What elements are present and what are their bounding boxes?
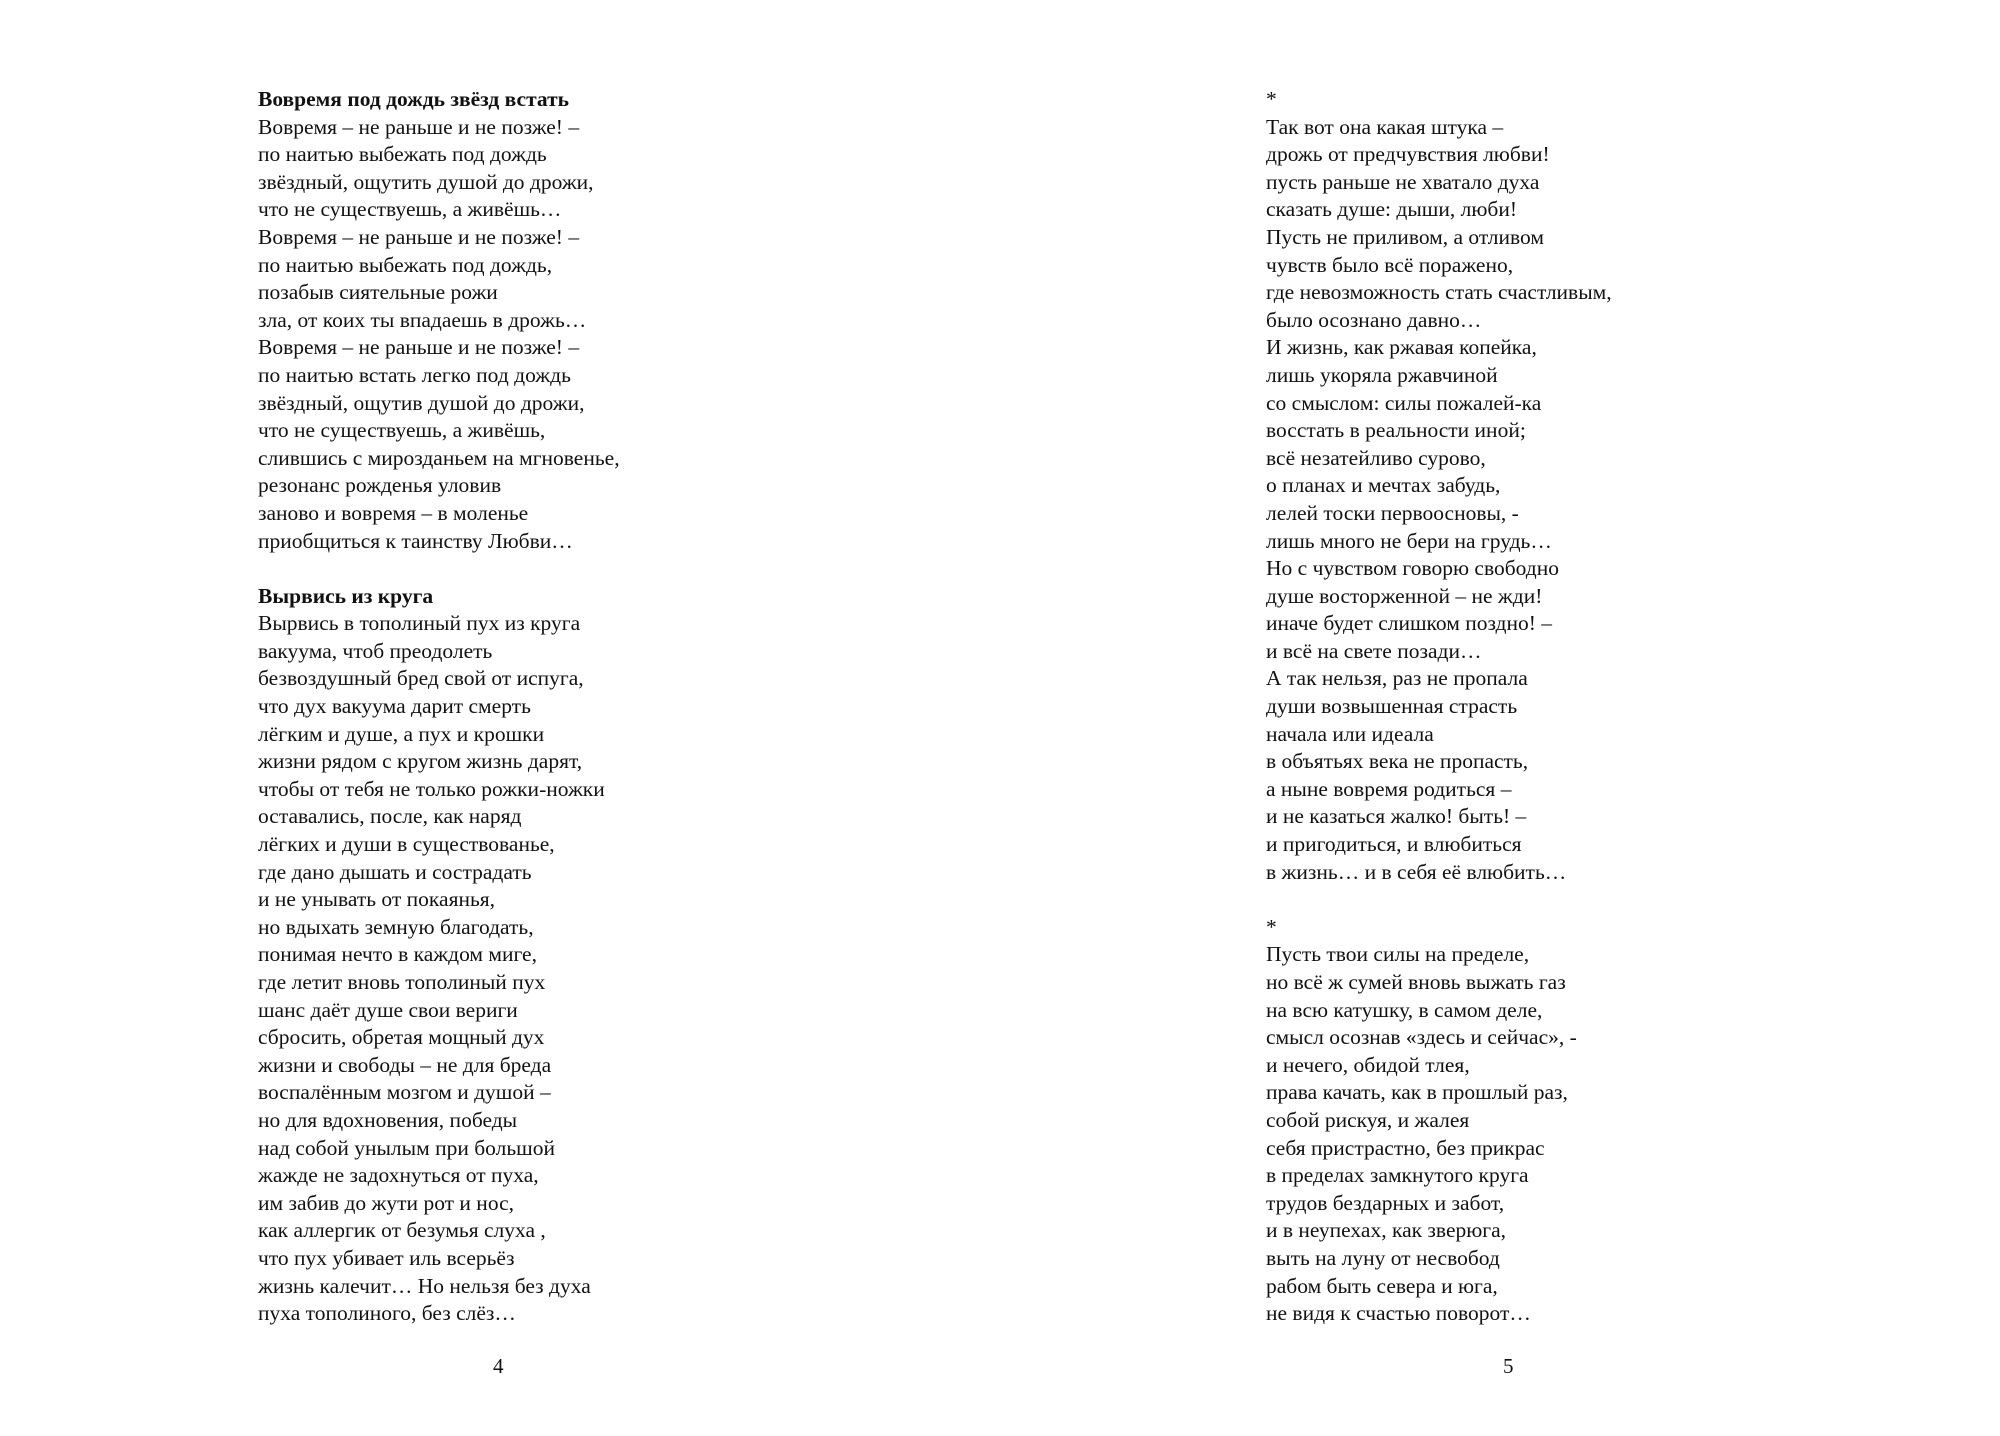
poem-line: жизни и свободы – не для бреда: [258, 1052, 552, 1077]
poem-line: как аллергик от безумья слуха ,: [258, 1218, 546, 1243]
poem-line: в объятьях века не пропасть,: [1266, 749, 1529, 774]
poem-line: слившись с мирозданьем на мгновенье,: [258, 445, 620, 470]
poem-line: лелей тоски первоосновы, -: [1266, 500, 1519, 525]
poem-line: чувств было всё поражено,: [1266, 252, 1514, 277]
poem-line: по наитью выбежать под дождь: [258, 142, 547, 167]
poem-line: о планах и мечтах забудь,: [1266, 473, 1501, 498]
poem-line: Пусть твои силы на пределе,: [1266, 942, 1530, 967]
poem-line: что не существуешь, а живёшь,: [258, 418, 546, 443]
poem-line: над собой унылым при большой: [258, 1135, 555, 1160]
poem-line: сказать душе: дыши, люби!: [1266, 197, 1517, 222]
poem-line: и не унывать от покаянья,: [258, 887, 496, 912]
poem-title: Вовремя под дождь звёзд встать: [258, 87, 570, 111]
poem-line: и не казаться жалко! быть! –: [1266, 804, 1527, 829]
poem-line: но всё ж сумей вновь выжать газ: [1266, 970, 1566, 994]
poem-line: жизни рядом с кругом жизнь дарят,: [258, 749, 583, 774]
poem-asterisk: *: [1266, 87, 1277, 111]
poem-title: Вырвись из круга: [258, 583, 434, 608]
poem-line: понимая нечто в каждом миге,: [258, 942, 537, 967]
poem-line: со смыслом: силы пожалей-ка: [1266, 390, 1542, 415]
left-page-text: [258, 86, 620, 1328]
poem-line: сбросить, обретая мощный дух: [258, 1025, 545, 1050]
page-number: 4: [493, 1354, 504, 1378]
poem-line: права качать, как в прошлый раз,: [1266, 1080, 1568, 1105]
poem-line: оставались, после, как наряд: [258, 804, 522, 829]
poem-line: трудов бездарных и забот,: [1266, 1190, 1505, 1215]
right-page: [1000, 0, 2000, 1436]
right-page-text: [1266, 86, 1612, 1328]
poem-line: души возвышенная страсть: [1266, 694, 1518, 719]
poem-line: Так вот она какая штука –: [1266, 114, 1504, 139]
poem-line: зла, от коих ты впадаешь в дрожь…: [258, 307, 587, 332]
poem-line: вакуума, чтоб преодолеть: [258, 638, 493, 663]
poem-line: не видя к счастью поворот…: [1266, 1301, 1531, 1326]
poem-line: себя пристрастно, без прикрас: [1266, 1135, 1545, 1160]
poem-line: Вовремя – не раньше и не позже! –: [258, 224, 580, 249]
poem-line: и нечего, обидой тлея,: [1266, 1052, 1470, 1077]
stanza-gap: [258, 555, 620, 583]
poem-line: А так нельзя, раз не пропала: [1266, 666, 1528, 691]
poem-line: Пусть не приливом, а отливом: [1266, 224, 1544, 249]
poem-line: начала или идеала: [1266, 721, 1434, 746]
poem-line: выть на луну от несвобод: [1266, 1245, 1500, 1270]
poem-line: где летит вновь тополиный пух: [258, 970, 546, 994]
poem-line: всё незатейливо сурово,: [1266, 445, 1486, 470]
poem-line: на всю катушку, в самом деле,: [1266, 997, 1543, 1022]
poem-line: собой рискуя, и жалея: [1266, 1107, 1470, 1132]
poem-line: смысл осознав «здесь и сейчас», -: [1266, 1025, 1577, 1050]
poem-line: рабом быть севера и юга,: [1266, 1273, 1498, 1298]
poem-line: лишь много не бери на грудь…: [1266, 528, 1552, 553]
poem-line: и в неупехах, как зверюга,: [1266, 1218, 1507, 1243]
poem-line: звёздный, ощутив душой до дрожи,: [258, 390, 585, 415]
poem-line: им забив до жути рот и нос,: [258, 1190, 515, 1215]
poem-line: восстать в реальности иной;: [1266, 418, 1526, 443]
poem-line: безвоздушный бред свой от испуга,: [258, 666, 584, 691]
poem-line: где дано дышать и сострадать: [258, 859, 532, 884]
stanza-gap: [1266, 886, 1612, 914]
poem-line: где невозможность стать счастливым,: [1266, 280, 1612, 305]
poem-line: Вовремя – не раньше и не позже! –: [258, 114, 580, 139]
poem-line: звёздный, ощутить душой до дрожи,: [258, 169, 594, 194]
poem-line: Но с чувством говорю свободно: [1266, 556, 1559, 581]
poem-line: дрожь от предчувствия любви!: [1266, 142, 1550, 167]
poem-line: Вовремя – не раньше и не позже! –: [258, 335, 580, 360]
poem-line: что не существуешь, а живёшь…: [258, 197, 562, 222]
page-number: 5: [1503, 1354, 1514, 1378]
poem-line: И жизнь, как ржавая копейка,: [1266, 335, 1537, 360]
poem-line: пусть раньше не хватало духа: [1266, 169, 1540, 194]
poem-line: и пригодиться, и влюбиться: [1266, 832, 1522, 857]
poem-line: позабыв сиятельные рожи: [258, 280, 498, 305]
poem-line: шанс даёт душе свои вериги: [258, 997, 518, 1022]
poem-line: лёгким и душе, а пух и крошки: [258, 721, 545, 746]
poem-line: пуха тополиного, без слёз…: [258, 1301, 516, 1326]
poem-line: душе восторженной – не жди!: [1266, 583, 1543, 608]
poem-line: было осознано давно…: [1266, 307, 1482, 332]
poem-line: что пух убивает иль всерьёз: [258, 1245, 515, 1270]
poem-line: но для вдохновения, победы: [258, 1107, 518, 1132]
poem-line: а ныне вовремя родиться –: [1266, 776, 1512, 801]
poem-line: и всё на свете позади…: [1266, 638, 1482, 663]
poem-line: жизнь калечит… Но нельзя без духа: [258, 1273, 591, 1298]
poem-line: заново и вовремя – в моленье: [258, 500, 529, 525]
poem-line: воспалённым мозгом и душой –: [258, 1080, 551, 1105]
poem-line: по наитью выбежать под дождь,: [258, 252, 553, 277]
poem-line: Вырвись в тополиный пух из круга: [258, 611, 581, 636]
poem-line: в пределах замкнутого круга: [1266, 1163, 1529, 1188]
poem-asterisk: *: [1266, 914, 1277, 939]
poem-line: лёгких и души в существованье,: [258, 832, 555, 857]
poem-line: чтобы от тебя не только рожки-ножки: [258, 776, 605, 801]
poem-line: иначе будет слишком поздно! –: [1266, 611, 1553, 636]
poem-line: но вдыхать земную благодать,: [258, 914, 534, 939]
poem-line: приобщиться к таинству Любви…: [258, 528, 573, 553]
poem-line: по наитью встать легко под дождь: [258, 362, 571, 387]
poem-line: лишь укоряла ржавчиной: [1266, 362, 1498, 387]
poem-line: что дух вакуума дарит смерть: [258, 694, 531, 719]
poem-line: в жизнь… и в себя её влюбить…: [1266, 859, 1567, 884]
poem-line: жажде не задохнуться от пуха,: [258, 1163, 539, 1188]
poem-line: резонанс рожденья уловив: [258, 473, 502, 498]
